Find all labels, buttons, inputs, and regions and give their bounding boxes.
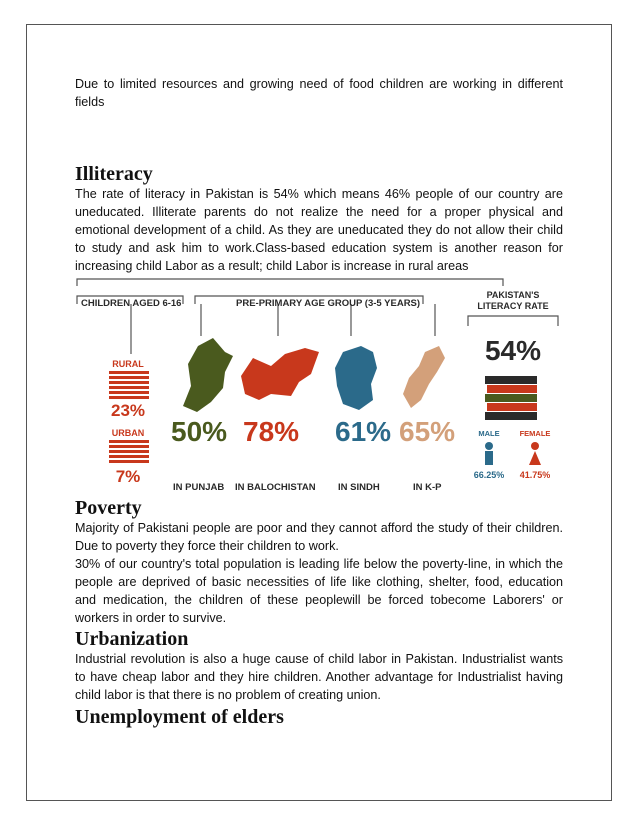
section-poverty: [75, 497, 563, 627]
sindh-map-icon: [335, 346, 377, 410]
female-value: 41.75%: [519, 470, 551, 480]
poverty-body-1: Majority of Pakistani people are poor and they cannot afford the study of their children. Due to poverty they force their children to work.: [75, 521, 563, 553]
heading-poverty: Poverty: [75, 497, 142, 519]
female-figure-icon: [529, 442, 541, 465]
urban-value: 7%: [115, 467, 141, 486]
female-label: FEMALE: [519, 429, 551, 438]
heading-illiteracy: Illiteracy: [75, 163, 153, 185]
rural-value: 23%: [110, 401, 146, 420]
province-name-sindh: IN SINDH: [338, 482, 380, 493]
balochistan-map-icon: [241, 348, 319, 400]
literacy-label-2: LITERACY RATE: [477, 301, 549, 311]
province-value-kp: 65%: [399, 416, 456, 447]
books-stack-icon: [485, 376, 537, 420]
poverty-body-2: 30% of our country's total population is leading life below the poverty-line, in which the people are deprived of basic necessities of life like clothing, shelter, food, education and medication, the children of these peoplewill be forced tobecome Laborers' or workers in order to survive.: [75, 557, 563, 625]
kp-map-icon: [403, 346, 445, 408]
children-aged-label: CHILDREN AGED 6-16: [81, 298, 182, 309]
literacy-value: 54%: [484, 335, 542, 366]
punjab-map-icon: [183, 338, 233, 412]
province-value-punjab: 50%: [171, 416, 228, 447]
illiteracy-body: The rate of literacy in Pakistan is 54% which means 46% people of our country are uneducated. Illiterate parents do not realize the need for a proper physical and emotional development of a child. As they are uneducated they do not allow their child to study and ask him to work.Class-based education system is another reason for increasing child Labor as a result; child Labor is increase in rural areas: [75, 187, 563, 273]
section-illiteracy: [75, 163, 563, 275]
urban-label: URBAN: [111, 428, 145, 438]
male-value: 66.25%: [473, 470, 505, 480]
male-figure-icon: [485, 442, 493, 465]
section-unemployment: [75, 706, 563, 728]
rural-label: RURAL: [112, 359, 144, 369]
literacy-label-1: PAKISTAN'S: [486, 290, 540, 300]
section-urbanization: [75, 628, 563, 704]
heading-unemployment: Unemployment of elders: [75, 706, 284, 728]
province-name-balochistan: IN BALOCHISTAN: [235, 482, 316, 493]
child-labor-infographic: [73, 276, 565, 494]
male-label: MALE: [478, 429, 500, 438]
rural-people-icons: [109, 371, 149, 399]
urbanization-body: Industrial revolution is also a huge cause of child labor in Pakistan. Industrialist wants to have cheap labor and they hire children. Another advantage for Industrialist having child labor is that there is no problem of creating union.: [75, 652, 563, 702]
province-name-punjab: IN PUNJAB: [173, 482, 225, 493]
heading-urbanization: Urbanization: [75, 628, 189, 650]
province-value-balochistan: 78%: [243, 416, 300, 447]
intro-paragraph: Due to limited resources and growing need of food children are working in different fields: [75, 77, 563, 109]
pre-primary-label: PRE-PRIMARY AGE GROUP (3-5 YEARS): [236, 298, 421, 309]
province-name-kp: IN K-P: [413, 482, 442, 493]
province-value-sindh: 61%: [335, 416, 392, 447]
urban-people-icons: [109, 440, 149, 463]
